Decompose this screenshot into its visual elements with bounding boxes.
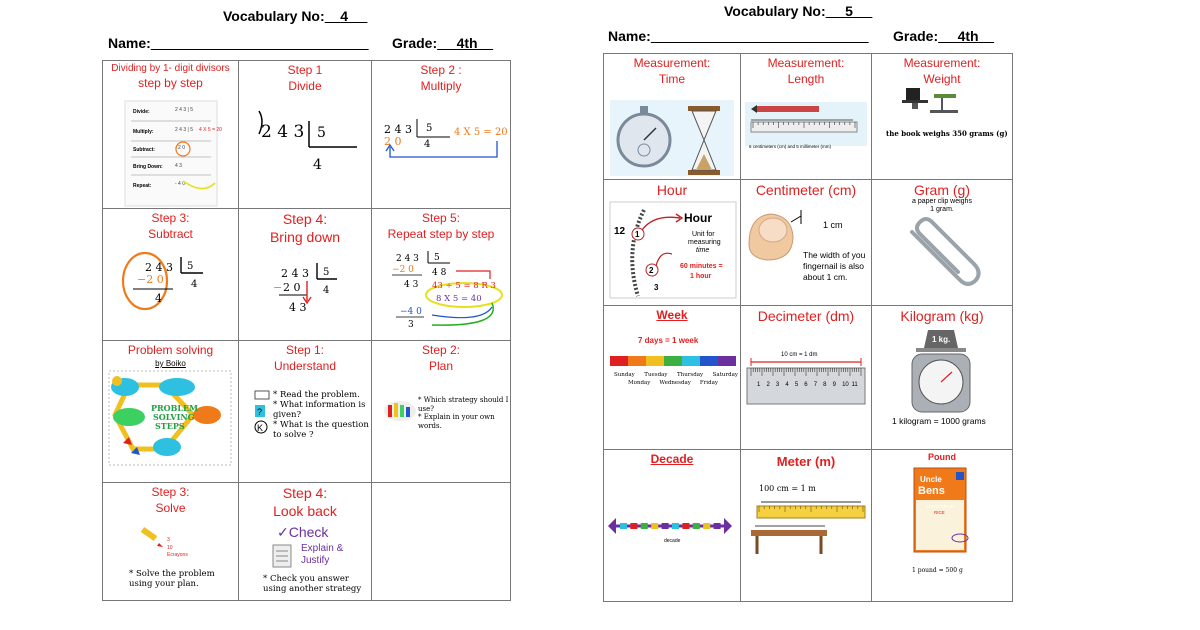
hour-min-1: 1 hour [690, 273, 712, 280]
svg-text:2 4 3: 2 4 3 [145, 261, 173, 274]
paperclip-icon [904, 216, 994, 296]
cell-step2-plan: Step 2: Plan * Which strategy should I use? * Explain in your own words. [372, 341, 511, 483]
cell-decade: Decade decade [604, 450, 741, 602]
svg-text:4 X 5 = 20: 4 X 5 = 20 [199, 127, 222, 133]
steps-overview-figure [103, 99, 239, 209]
right-vocab-number: 5 [845, 3, 853, 19]
balance-scale-figure [872, 84, 1013, 124]
cell-hour: Hour 12 1 2 3 Hour Unit for measuring time 60 minutes = 1 hour [604, 180, 741, 306]
svg-text:2 4 3: 2 4 3 [261, 122, 305, 142]
right-vocab-header: Vocabulary No: 5 [724, 3, 853, 19]
decade-year-mark [672, 523, 679, 529]
svg-text:−: − [273, 281, 283, 294]
meter-stick-figure [741, 496, 872, 576]
rice-type-0: LONG GRAIN [926, 504, 955, 509]
cell-gram: Gram (g) a paper clip weighs 1 gram. [872, 180, 1013, 306]
kg-weight-label: 1 kg. [932, 335, 951, 344]
svg-text:4 8: 4 8 [432, 268, 447, 278]
repeat-equation-1: 43 ÷ 5 = 8 R 3 [432, 281, 496, 291]
stopwatch-hourglass-figure [604, 88, 741, 178]
right-grade-value: 4th [957, 28, 979, 44]
decade-year-mark [620, 523, 627, 529]
svg-text:4 3: 4 3 [404, 280, 419, 290]
cell-meter: Meter (m) 100 cm = 1 m [741, 450, 872, 602]
cell-step3-solve: Step 3: Solve 3 10 Ecrayons * Solve the problem using your plan. [103, 483, 239, 601]
svg-text:2 4 3: 2 4 3 [281, 267, 309, 280]
svg-text:4: 4 [424, 139, 431, 150]
hour-unit-0: Unit for [692, 231, 715, 238]
svg-text:3: 3 [167, 537, 170, 543]
svg-text:Ecrayons: Ecrayons [167, 552, 188, 558]
left-vocab-header: Vocabulary No: 4 [223, 8, 349, 24]
svg-text:2 0: 2 0 [283, 281, 301, 294]
cell-step2-multiply: Step 2 : Multiply 2 4 3 5 4 2 0 4 X 5 = 20 [372, 61, 511, 209]
decimeter-number: 6 [804, 382, 808, 388]
overview-step-4: Repeat: [133, 183, 152, 189]
rice-brand-1: Bens [918, 485, 945, 497]
decade-year-mark [662, 523, 669, 529]
svg-text:2 4 3 | 5: 2 4 3 | 5 [175, 127, 193, 133]
divide-figure [239, 99, 372, 209]
svg-text:5: 5 [187, 261, 194, 272]
decimeter-number: 11 [851, 382, 858, 388]
plan-pencils-icon [380, 397, 420, 427]
ruler-pen-figure [741, 88, 872, 178]
svg-text:4: 4 [191, 279, 198, 290]
decade-year-mark [693, 523, 700, 529]
overview-step-3: Bring Down: [133, 164, 163, 170]
clock-1: 1 [635, 230, 640, 239]
decade-year-mark [641, 523, 648, 529]
hour-unit-2: time [696, 247, 710, 254]
cell-step3-subtract: Step 3: Subtract 2 4 3 5 4 −2 0 4 [103, 209, 239, 341]
hour-clock-figure [604, 200, 741, 300]
svg-text:2 4 3: 2 4 3 [384, 123, 412, 136]
decimeter-number: 10 [842, 382, 849, 388]
decade-year-mark [630, 523, 637, 529]
decade-year-mark [703, 523, 710, 529]
cell-decimeter: Decimeter (dm) 10 cm = 1 dm 1 2 3 4 5 6 7 8 9 10 11 [741, 306, 872, 450]
svg-text:5: 5 [434, 253, 440, 263]
decade-year-mark [714, 523, 721, 529]
clock-2: 2 [649, 266, 654, 275]
decimeter-number: 8 [823, 382, 827, 388]
left-name-field[interactable]: Name: [108, 35, 151, 51]
decimeter-number: 9 [832, 382, 836, 388]
svg-text:?: ? [257, 407, 263, 417]
cell-kilogram: Kilogram (kg) 1 kg. 1 kilogram = 1000 grams [872, 306, 1013, 450]
rice-type-1: RICE [934, 510, 945, 515]
look-back-checklist-icon [271, 543, 297, 569]
decimeter-number: 7 [813, 382, 818, 388]
svg-text:2 4 3 | 5: 2 4 3 | 5 [175, 107, 193, 113]
overview-step-0: Divide: [133, 109, 150, 115]
subtract-figure [103, 243, 239, 341]
bring-down-figure [239, 247, 372, 341]
svg-text:K: K [257, 423, 264, 433]
overview-step-1: Multiply: [133, 129, 154, 135]
decimeter-number: 5 [794, 382, 799, 388]
hour-unit-1: measuring [688, 239, 721, 246]
cell-pound: Pound Uncle Bens LONG GRAIN RICE 1 pound = 500 g [872, 450, 1013, 602]
cell-problem-solving: Problem solving by Boiko PROBLEM SOLVING STEPS [103, 341, 239, 483]
cell-step1-understand: Step 1: Understand ? K * Read the problem. * What information is given? * What is the question to solve ? [239, 341, 372, 483]
cell-measurement-length: Measurement: Length 6 centimeters (cm) and 5 millimeter (mm) [741, 54, 872, 180]
left-vocab-grid [102, 60, 511, 601]
right-grade-field: Grade: 4th [893, 28, 979, 44]
decimeter-number: 4 [785, 382, 789, 388]
rice-brand-0: Uncle [920, 475, 942, 484]
problem-solving-diagram [103, 367, 239, 477]
psd-center-1: SOLVING [153, 412, 195, 422]
rice-box-figure [872, 464, 1013, 564]
decimeter-ruler [741, 358, 872, 408]
left-grade-value: 4th [456, 35, 478, 51]
decade-year-mark [651, 523, 658, 529]
kilogram-scale-figure [872, 324, 1013, 414]
cell-measurement-weight: Measurement: Weight the book weighs 350 grams (g) [872, 54, 1013, 180]
hour-min-0: 60 minutes = [680, 263, 723, 270]
decimeter-number: 2 [766, 382, 770, 388]
svg-text:4: 4 [313, 157, 322, 173]
svg-text:5: 5 [323, 267, 330, 278]
svg-text:4 3: 4 3 [289, 301, 307, 314]
cell-measurement-time: Measurement: Time [604, 54, 741, 180]
cell-week: Week 7 days = 1 week Sunday Tuesday Thursday Saturday Monday Wednesday Friday [604, 306, 741, 450]
decade-year-mark [682, 523, 689, 529]
svg-text:2 0: 2 0 [384, 135, 402, 148]
svg-text:4 3: 4 3 [175, 163, 182, 169]
cell-step4-look-back: Step 4: Look back ✓Check Explain & Justify * Check you answer using another strategy [239, 483, 372, 601]
svg-text:−2 0: −2 0 [137, 273, 164, 286]
check-text: ✓Check [277, 524, 329, 540]
svg-text:4: 4 [323, 285, 330, 296]
psd-center-0: PROBLEM [151, 403, 198, 413]
repeat-equation-2: 8 X 5 = 40 [436, 294, 482, 304]
solve-pencil-icon [133, 525, 213, 565]
cell-step4-bring-down: Step 4: Bring down 2 4 3 5 4 − 2 0 4 3 [239, 209, 372, 341]
svg-text:3: 3 [408, 320, 414, 330]
clock-3: 3 [654, 283, 659, 292]
left-grade-field: Grade: 4th [392, 35, 478, 51]
repeat-figure [372, 243, 511, 341]
justify-text: Justify [301, 555, 330, 566]
right-vocab-grid [603, 53, 1013, 602]
svg-text:5: 5 [317, 125, 326, 141]
svg-text:- 4 0: - 4 0 [175, 181, 186, 187]
decimeter-number: 1 [757, 382, 761, 388]
left-vocab-number: 4 [340, 8, 349, 24]
decimeter-number: 3 [775, 382, 780, 388]
cell-step1-divide: Step 1 Divide 2 4 3 5 4 [239, 61, 372, 209]
svg-text:- 2 0: - 2 0 [175, 145, 186, 151]
cell-empty [372, 483, 511, 601]
right-name-field[interactable]: Name: [608, 28, 651, 44]
svg-text:−2 0: −2 0 [392, 265, 414, 275]
clock-12: 12 [614, 226, 626, 237]
svg-text:5: 5 [426, 123, 433, 134]
cell-step5-repeat: Step 5: Repeat step by step 2 4 3 5 −2 0 4 8 4 3 43 ÷ 5 = 8 R 3 8 X 5 = 40 −4 0 3 [372, 209, 511, 341]
multiply-figure [372, 99, 511, 209]
psd-center-2: STEPS [155, 421, 185, 431]
svg-text:4: 4 [155, 292, 162, 305]
explain-text: Explain & [301, 543, 344, 554]
week-color-bar [610, 356, 741, 368]
svg-text:2 4 3: 2 4 3 [396, 254, 419, 264]
multiply-equation: 4 X 5 = 20 [454, 127, 508, 138]
cell-dividing-overview: Dividing by 1- digit divisors step by step Divide: Multiply: Subtract: Bring Down: Repeat: 2 4 3 | 5 2 4 3 | 5 - 2 0 4 3 - 4 0 4 X 5 = 20 [103, 61, 239, 209]
hour-big-label: Hour [684, 211, 712, 225]
svg-text:−4 0: −4 0 [400, 307, 422, 317]
svg-text:10: 10 [167, 545, 173, 551]
cell-centimeter: Centimeter (cm) 1 cm The width of you fingernail is also about 1 cm. [741, 180, 872, 306]
overview-step-2: Subtract: [133, 147, 155, 153]
